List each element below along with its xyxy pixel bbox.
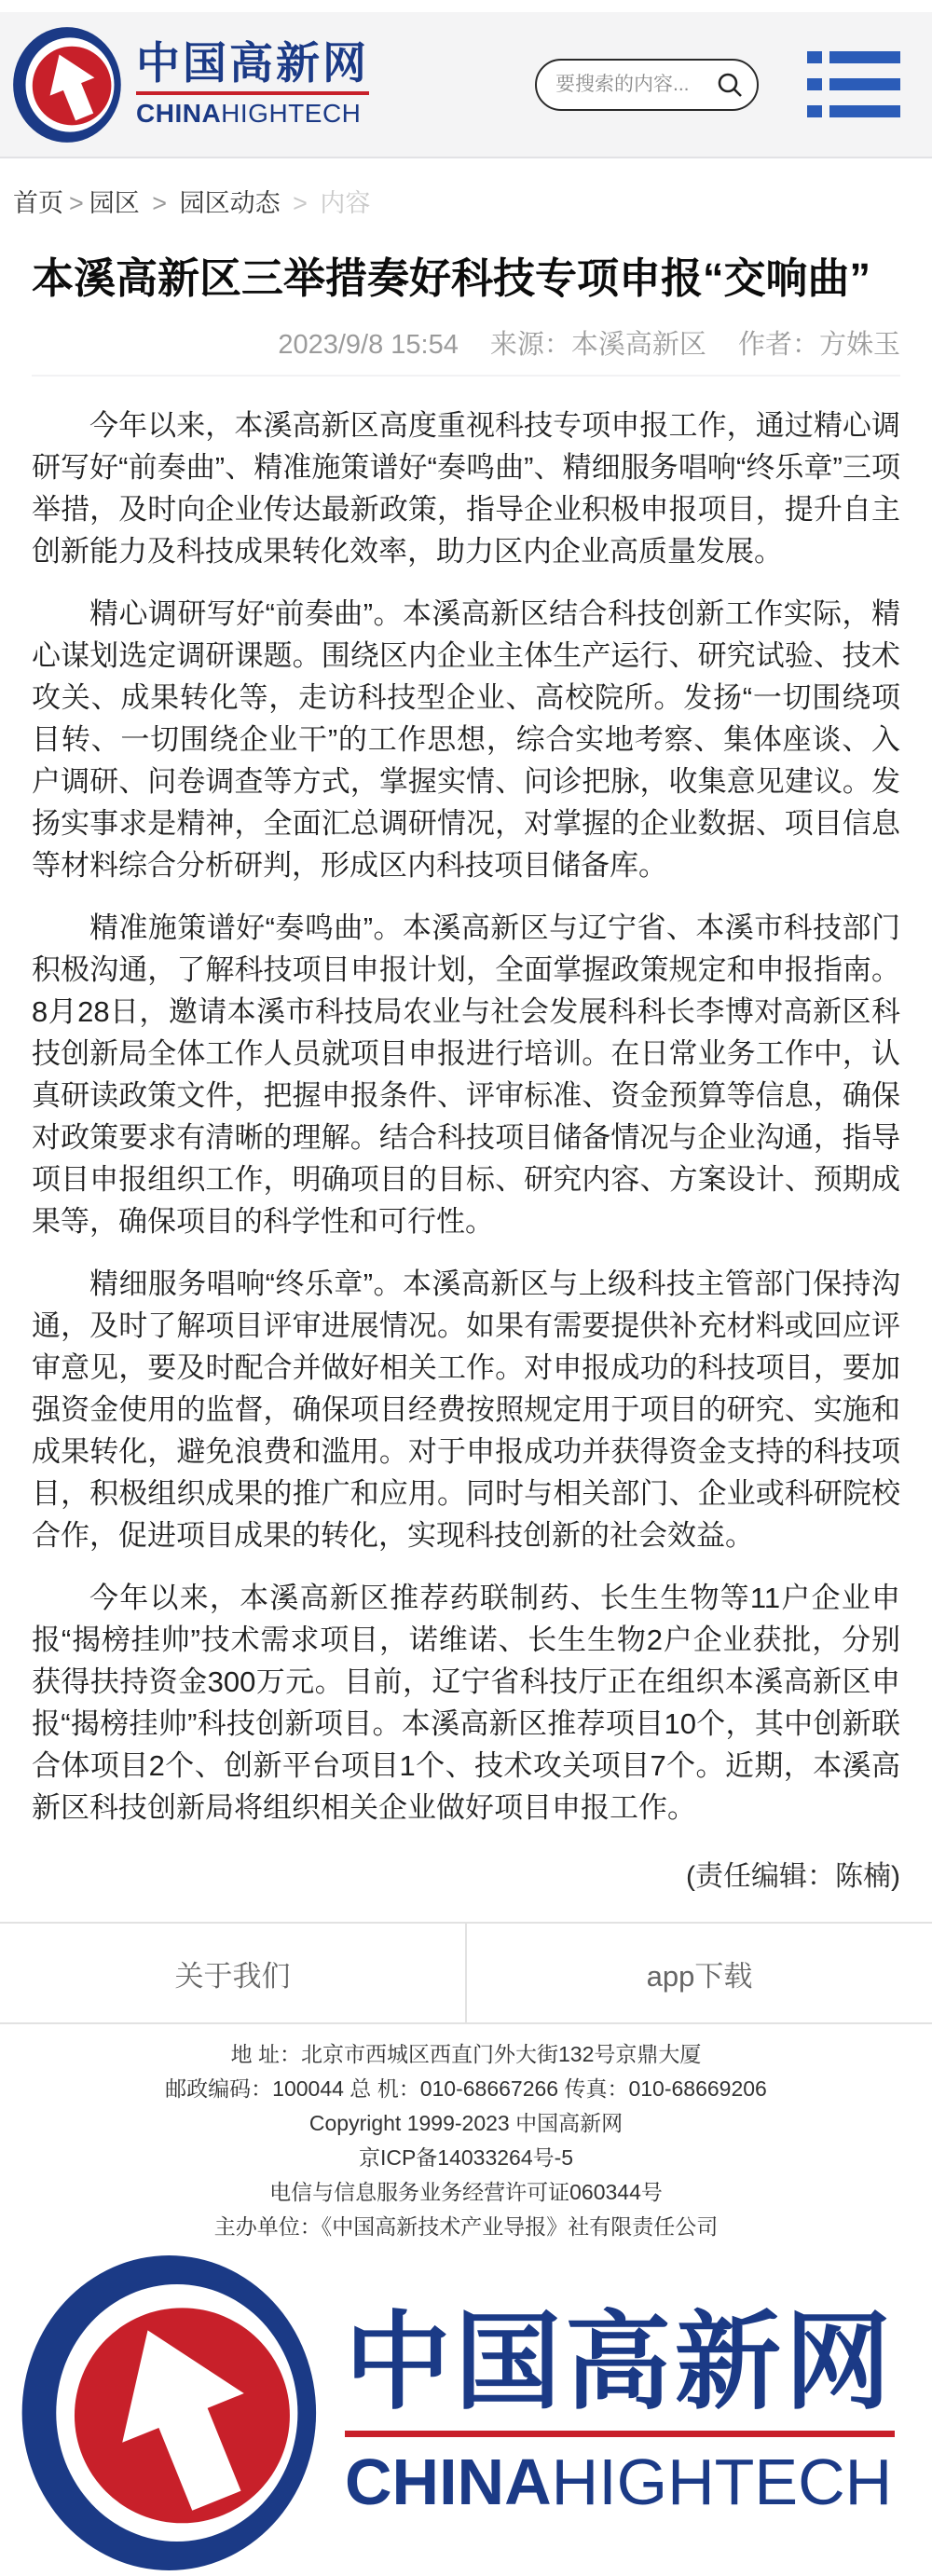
about-us-link[interactable]: 关于我们 <box>0 1924 467 2022</box>
menu-row <box>807 78 900 90</box>
footer-logo-text <box>345 2303 896 2519</box>
footer-icp: 京ICP备14033264号-5 <box>358 2145 574 2171</box>
breadcrumb-home[interactable]: 首页 <box>13 189 63 217</box>
article-meta <box>32 323 900 362</box>
site-logo-text <box>136 40 369 128</box>
top-strip <box>0 0 932 12</box>
article-body <box>32 404 900 1829</box>
site-logo-link[interactable] <box>11 25 369 144</box>
article-source: 来源：本溪高新区 <box>489 330 706 361</box>
breadcrumb-park[interactable]: 园区 <box>89 189 140 217</box>
logo-red-divider <box>136 91 369 95</box>
footer-logo-cn: 中国高新网 <box>345 2303 896 2422</box>
article-paragraph: 今年以来，本溪高新区推荐药联制药、长生生物等11户企业申报“揭榜挂帅”技术需求项目，诺维诺、长生生物2户企业获批，分别获得扶持资金300万元。目前，辽宁省科技厅正在组织本溪高新区申报“揭榜挂帅”科技创新项目。本溪高新区推荐项目10个，其中创新联合体项目2个、创新平台项目1个、技术攻关项目7个。近期，本溪高新区科技创新局将组织相关企业做好项目申报工作。 <box>32 1582 900 1825</box>
menu-icon[interactable] <box>807 51 900 117</box>
menu-square <box>807 78 822 90</box>
site-header <box>0 12 932 158</box>
article-paragraph: 今年以来，本溪高新区高度重视科技专项申报工作，通过精心调研写好“前奏曲”、精准施策谱好“奏鸣曲”、精细服务唱响“终乐章”三项举措，及时向企业传达最新政策，指导企业积极申报项目，提升自主创新能力及科技成果转化效率，助力区内企业高质量发展。 <box>32 409 900 569</box>
footer-contact: 邮政编码：100044 总 机：010-68667266 传真：010-68669206 <box>165 2076 767 2102</box>
article-paragraph: 精细服务唱响“终乐章”。本溪高新区与上级科技主管部门保持沟通，及时了解项目评审进展情况。如果有需要提供补充材料或回应评审意见，要及时配合并做好相关工作。对申报成功的科技项目，要加强资金使用的监督，确保项目经费按照规定用于项目的研究、实施和成果转化，避免浪费和滥用。对于申报成功并获得资金支持的科技项目，积极组织成果的推广和应用。同时与相关部门、企业或科研院校合作，促进项目成果的转化，实现科技创新的社会效益。 <box>32 1267 900 1553</box>
search-box[interactable] <box>535 59 759 111</box>
footer-logo-red-divider <box>345 2431 895 2437</box>
footer-nav <box>0 1922 932 2024</box>
breadcrumb-current: 内容 <box>320 189 371 217</box>
logo-en-light: HIGHTECH <box>221 98 362 128</box>
site-logo-cn: 中国高新网 <box>136 38 369 89</box>
article-title: 本溪高新区三举措奏好科技专项申报“交响曲” <box>32 254 871 302</box>
menu-bar <box>829 51 900 63</box>
article-date: 2023/9/8 15:54 <box>278 330 459 361</box>
breadcrumb-separator: > <box>152 189 168 217</box>
site-logo-en <box>136 99 369 129</box>
breadcrumb-separator: > <box>69 189 84 217</box>
meta-divider <box>32 375 900 377</box>
menu-row <box>807 51 900 63</box>
footer-organizer: 主办单位：《中国高新技术产业导报》社有限责任公司 <box>213 2214 719 2240</box>
menu-bar <box>829 78 900 90</box>
breadcrumb <box>0 158 932 219</box>
breadcrumb-separator: > <box>293 189 308 217</box>
footer-logo-en-bold: CHINA <box>345 2445 552 2518</box>
article-author: 作者：方姝玉 <box>737 330 900 361</box>
footer-logo-en-light: HIGHTECH <box>551 2445 893 2518</box>
menu-square <box>807 105 822 117</box>
footer-logo-en <box>345 2445 895 2519</box>
menu-square <box>807 51 822 63</box>
article-paragraph: 精心调研写好“前奏曲”。本溪高新区结合科技创新工作实际，精心谋划选定调研课题。围绕区内企业主体生产运行、研究试验、技术攻关、成果转化等，走访科技型企业、高校院所。发扬“一切围绕项目转、一切围绕企业干”的工作思想，综合实地考察、集体座谈、入户调研、问卷调查等方式，掌握实情、问诊把脉，收集意见建议。发扬实事求是精神，全面汇总调研情况，对掌握的企业数据、项目信息等材料综合分析研判，形成区内科技项目储备库。 <box>32 597 900 883</box>
search-icon[interactable] <box>716 71 744 99</box>
editor-note: (责任编辑：陈楠) <box>686 1861 900 1893</box>
logo-en-bold: CHINA <box>136 98 222 128</box>
footer-logo <box>0 2250 932 2576</box>
menu-row <box>807 105 900 117</box>
breadcrumb-park-news[interactable]: 园区动态 <box>179 189 281 217</box>
site-logo-icon <box>11 25 127 144</box>
app-download-link[interactable]: app下载 <box>646 1959 753 1993</box>
footer-copyright: Copyright 1999-2023 中国高新网 <box>308 2111 624 2136</box>
footer-license: 电信与信息服务业务经营许可证060344号 <box>269 2180 663 2205</box>
menu-bar <box>829 105 900 117</box>
footer-info <box>0 2024 932 2238</box>
article-paragraph: 精准施策谱好“奏鸣曲”。本溪高新区与辽宁省、本溪市科技部门积极沟通，了解科技项目申报计划，全面掌握政策规定和申报指南。8月28日，邀请本溪市科技局农业与社会发展科科长李博对高新区科技创新局全体工作人员就项目申报进行培训。在日常业务工作中，认真研读政策文件，把握申报条件、评审标准、资金预算等信息，确保对政策要求有清晰的理解。结合科技项目储备情况与企业沟通，指导项目申报组织工作，明确项目的目标、研究内容、方案设计、预期成果等，确保项目的科学性和可行性。 <box>32 911 900 1239</box>
article <box>0 253 932 1894</box>
search-input[interactable] <box>555 74 716 96</box>
footer-address: 地 址：北京市西城区西直门外大街132号京鼎大厦 <box>230 2042 702 2067</box>
footer-logo-icon <box>17 2250 332 2576</box>
